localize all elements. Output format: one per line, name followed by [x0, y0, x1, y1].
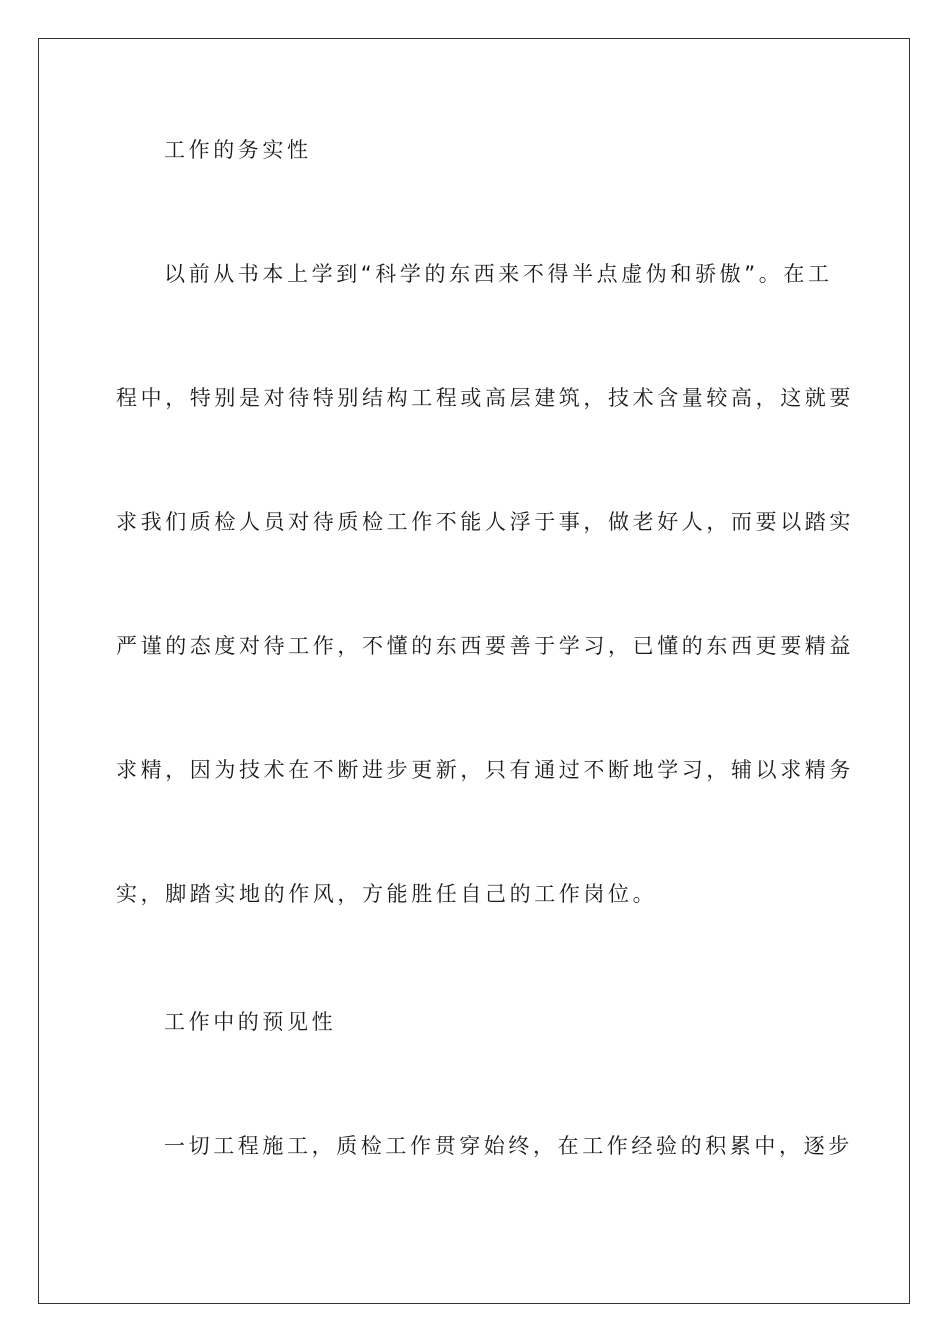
paragraph-1-line-5: 求精，因为技术在不断进步更新，只有通过不断地学习，辅以求精务: [116, 758, 854, 782]
page-border: [38, 38, 910, 1304]
section-heading-foresight: 工作中的预见性: [164, 1010, 337, 1034]
paragraph-1-line-6: 实，脚踏实地的作风，方能胜任自己的工作岗位。: [116, 882, 658, 906]
paragraph-1-line-3: 求我们质检人员对待质检工作不能人浮于事，做老好人，而要以踏实: [116, 510, 854, 534]
section-heading-pragmatism: 工作的务实性: [164, 138, 312, 162]
paragraph-1-line-2: 程中，特别是对待特别结构工程或高层建筑，技术含量较高，这就要: [116, 386, 854, 410]
paragraph-1-line-1: 以前从书本上学到“科学的东西来不得半点虚伪和骄傲”。在工: [164, 262, 833, 286]
paragraph-2-line-1: 一切工程施工，质检工作贯穿始终，在工作经验的积累中，逐步: [164, 1134, 853, 1158]
paragraph-1-line-4: 严谨的态度对待工作，不懂的东西要善于学习，已懂的东西更要精益: [116, 634, 854, 658]
